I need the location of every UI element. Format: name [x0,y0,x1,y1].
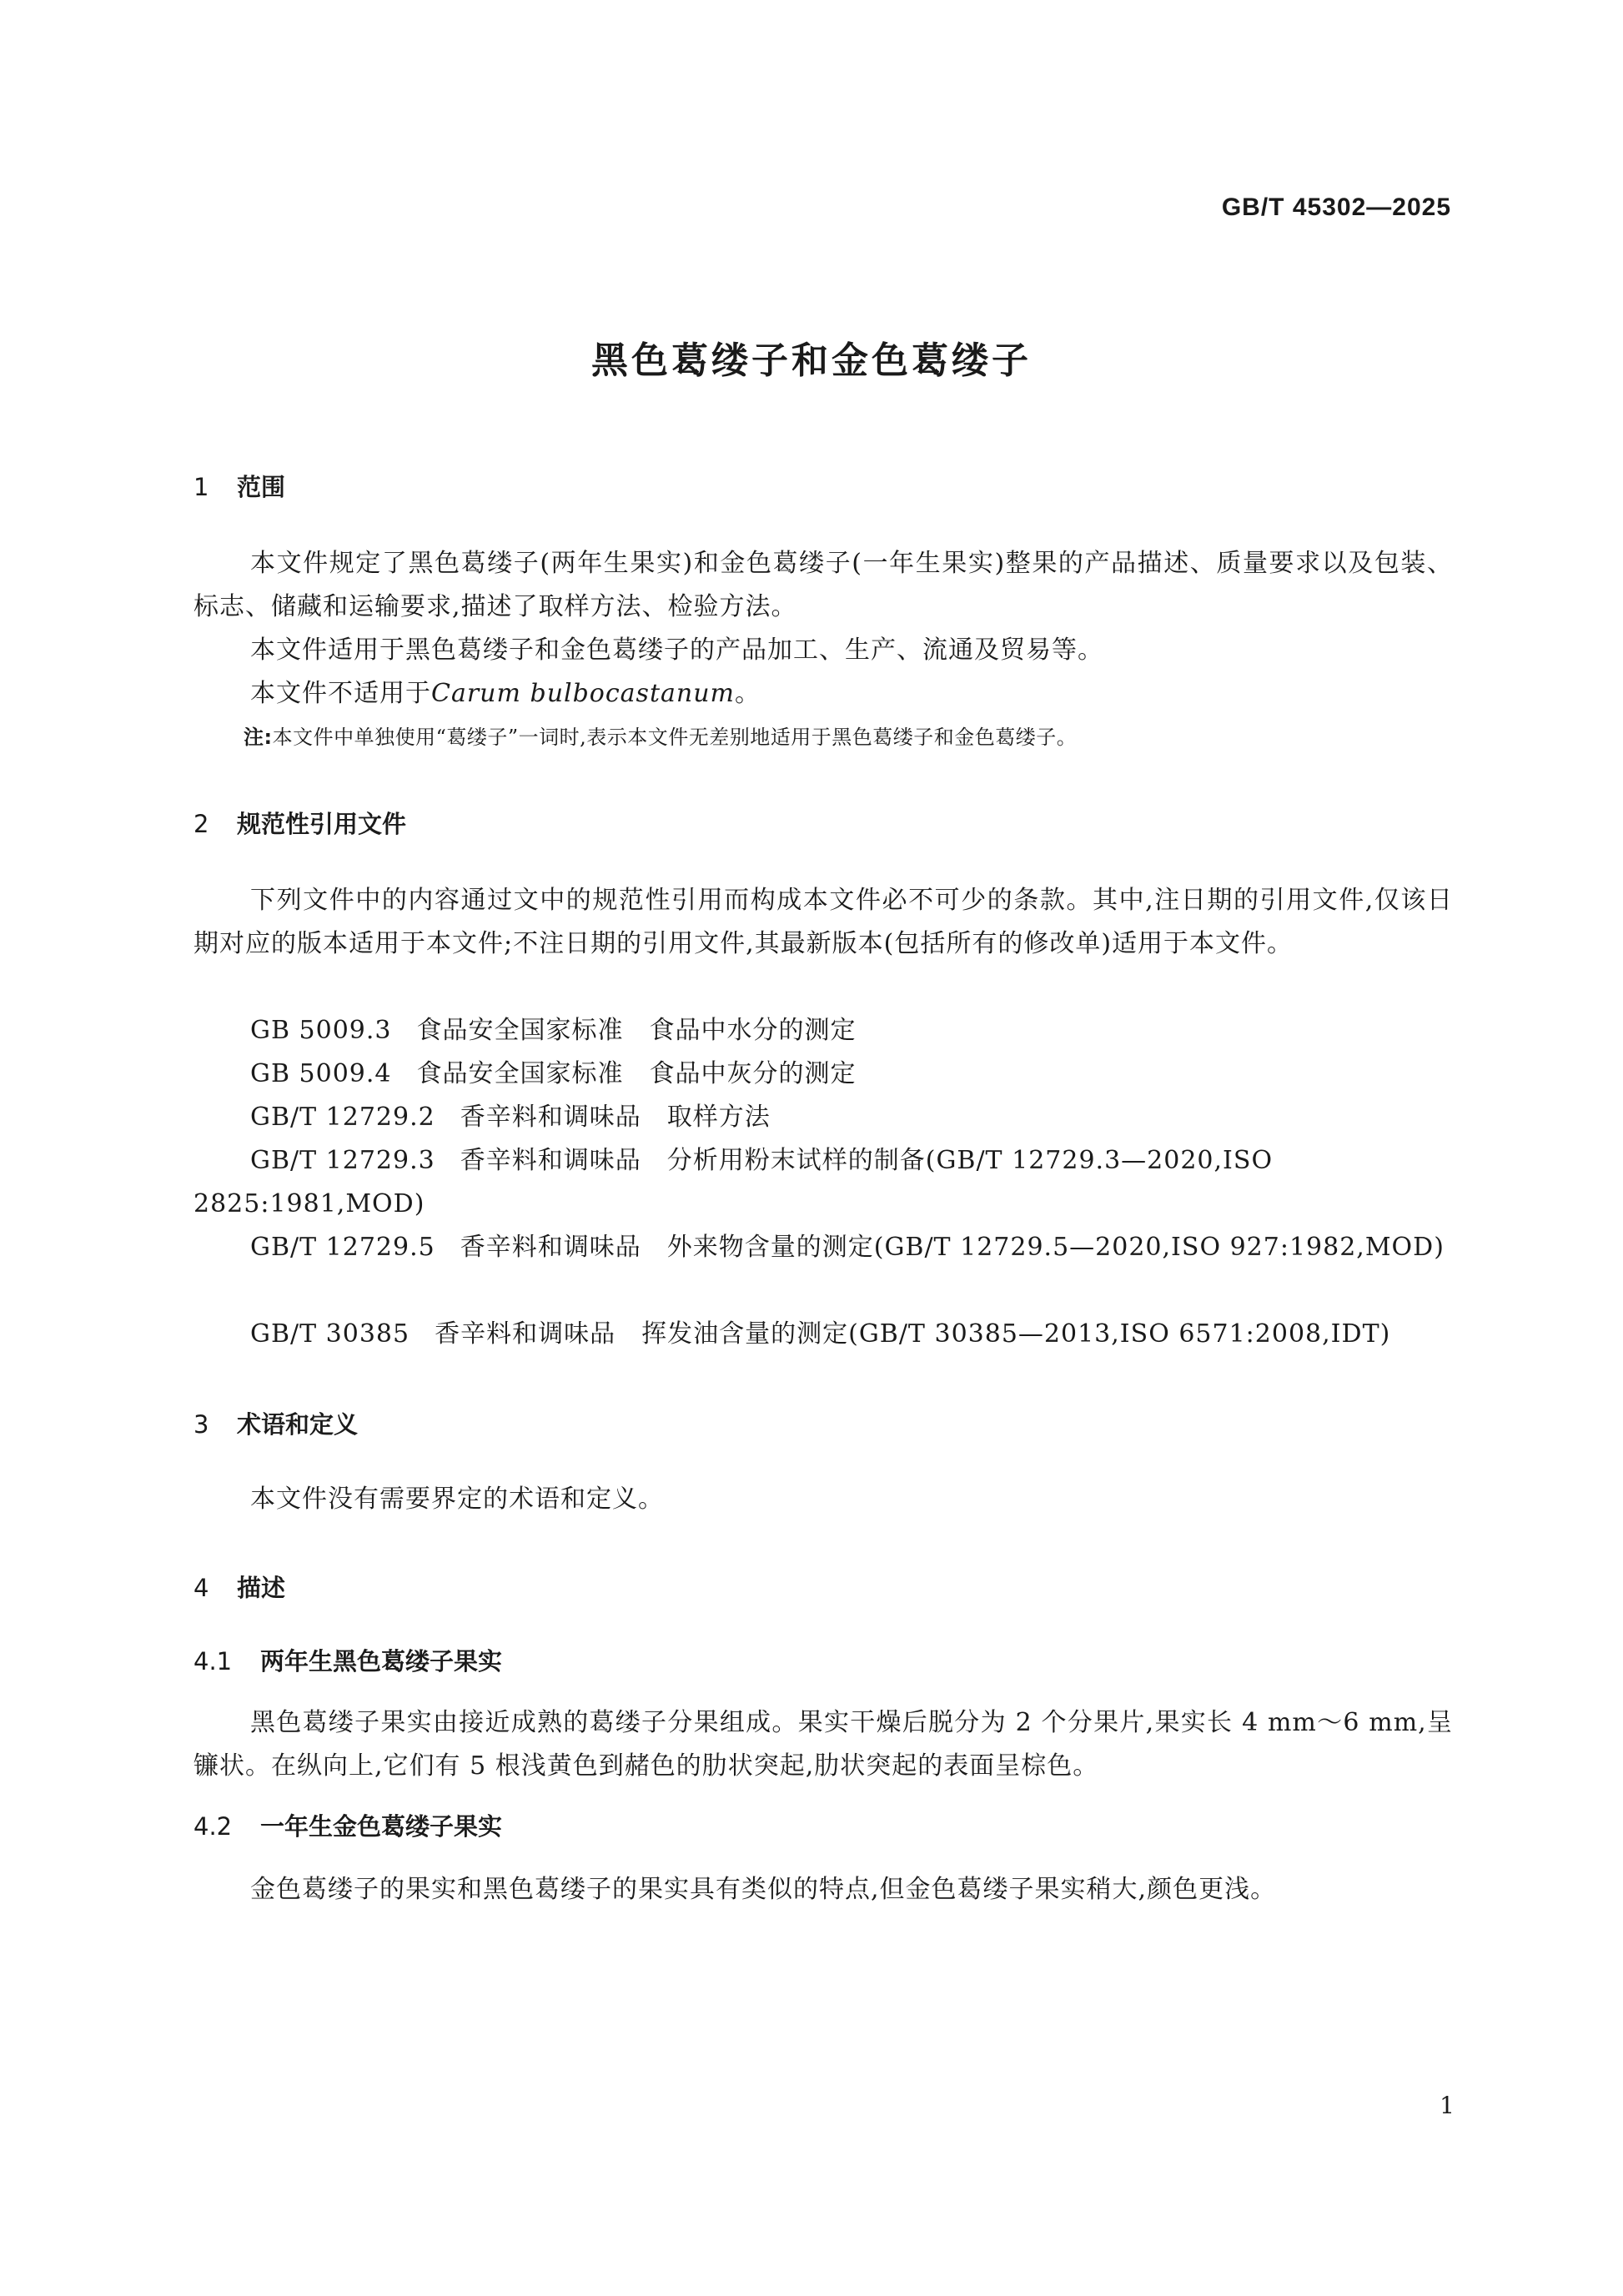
section-number: 2 [193,810,209,838]
reference-item [193,1096,1453,1139]
reference-item [193,1009,1453,1053]
reference-item [193,1139,1453,1226]
section-1-heading [193,469,285,503]
section-number: 4 [193,1574,209,1602]
section-title: 术语和定义 [237,1410,359,1439]
reference-code: GB 5009.4 [250,1059,392,1088]
standard-code: GB/T 45302—2025 [1221,193,1451,221]
section-2-intro: 下列文件中的内容通过文中的规范性引用而构成本文件必不可少的条款。其中,注日期的引用文件,仅该日期对应的版本适用于本文件;不注日期的引用文件,其最新版本(包括所有的修改单)适用于本文件。 [193,886,1453,958]
document-title: 黑色葛缕子和金色葛缕子 [591,339,1032,382]
reference-title: 香辛料和调味品 分析用粉末试样的制备(GB/T 12729.3—2020,ISO 2825:1981,MOD) [193,1146,1274,1218]
note-label: 注: [244,726,273,749]
paragraph-text: 。 [735,679,761,708]
section-number: 3 [193,1410,209,1439]
reference-code: GB 5009.3 [250,1016,392,1045]
reference-code: GB/T 12729.2 [250,1103,435,1132]
reference-item [193,1226,1453,1269]
reference-title: 食品安全国家标准 食品中灰分的测定 [416,1059,857,1088]
latin-name: Carum bulbocastanum [431,679,735,708]
section-number: 1 [193,473,209,501]
section-3-heading [193,1406,358,1440]
reference-item [193,1053,1453,1096]
section-title: 规范性引用文件 [237,810,407,838]
reference-title: 食品安全国家标准 食品中水分的测定 [416,1016,857,1045]
reference-item [193,1313,1453,1356]
section-4-1-heading [193,1643,502,1677]
note-text: 本文件中单独使用“葛缕子”一词时,表示本文件无差别地适用于黑色葛缕子和金色葛缕子。 [272,726,1078,749]
section-1-paragraph-3 [193,672,1453,716]
section-number: 4.1 [193,1647,233,1676]
section-4-2-heading [193,1808,502,1842]
section-title: 两年生黑色葛缕子果实 [260,1647,503,1676]
section-number: 4.2 [193,1812,233,1841]
reference-code: GB/T 12729.5 [250,1233,435,1262]
paragraph-text: 本文件不适用于 [250,679,431,708]
reference-title: 香辛料和调味品 外来物含量的测定(GB/T 12729.5—2020,ISO 927:1982,MOD) [460,1233,1445,1262]
section-1-paragraph-2: 本文件适用于黑色葛缕子和金色葛缕子的产品加工、生产、流通及贸易等。 [250,636,1103,665]
page-number: 1 [1440,2092,1455,2119]
section-1-note [193,722,1453,752]
section-title: 范围 [237,473,286,501]
reference-title: 香辛料和调味品 取样方法 [460,1103,771,1132]
reference-title: 香辛料和调味品 挥发油含量的测定(GB/T 30385—2013,ISO 6571:2008,IDT) [435,1319,1391,1349]
section-title: 一年生金色葛缕子果实 [260,1812,503,1841]
reference-code: GB/T 30385 [250,1319,410,1349]
section-2-heading [193,806,406,840]
reference-code: GB/T 12729.3 [250,1146,435,1175]
section-4-heading [193,1570,285,1604]
section-4-1-paragraph: 黑色葛缕子果实由接近成熟的葛缕子分果组成。果实干燥后脱分为 2 个分果片,果实长 4 mm～6 mm,呈镰状。在纵向上,它们有 5 根浅黄色到赭色的肋状突起,肋状突起的表面呈棕色。 [193,1708,1453,1781]
section-4-2-paragraph: 金色葛缕子的果实和黑色葛缕子的果实具有类似的特点,但金色葛缕子果实稍大,颜色更浅。 [250,1875,1277,1904]
section-title: 描述 [237,1574,286,1602]
section-3-paragraph: 本文件没有需要界定的术语和定义。 [250,1485,664,1514]
section-1-paragraph-1: 本文件规定了黑色葛缕子(两年生果实)和金色葛缕子(一年生果实)整果的产品描述、质量要求以及包装、标志、储藏和运输要求,描述了取样方法、检验方法。 [193,549,1453,621]
